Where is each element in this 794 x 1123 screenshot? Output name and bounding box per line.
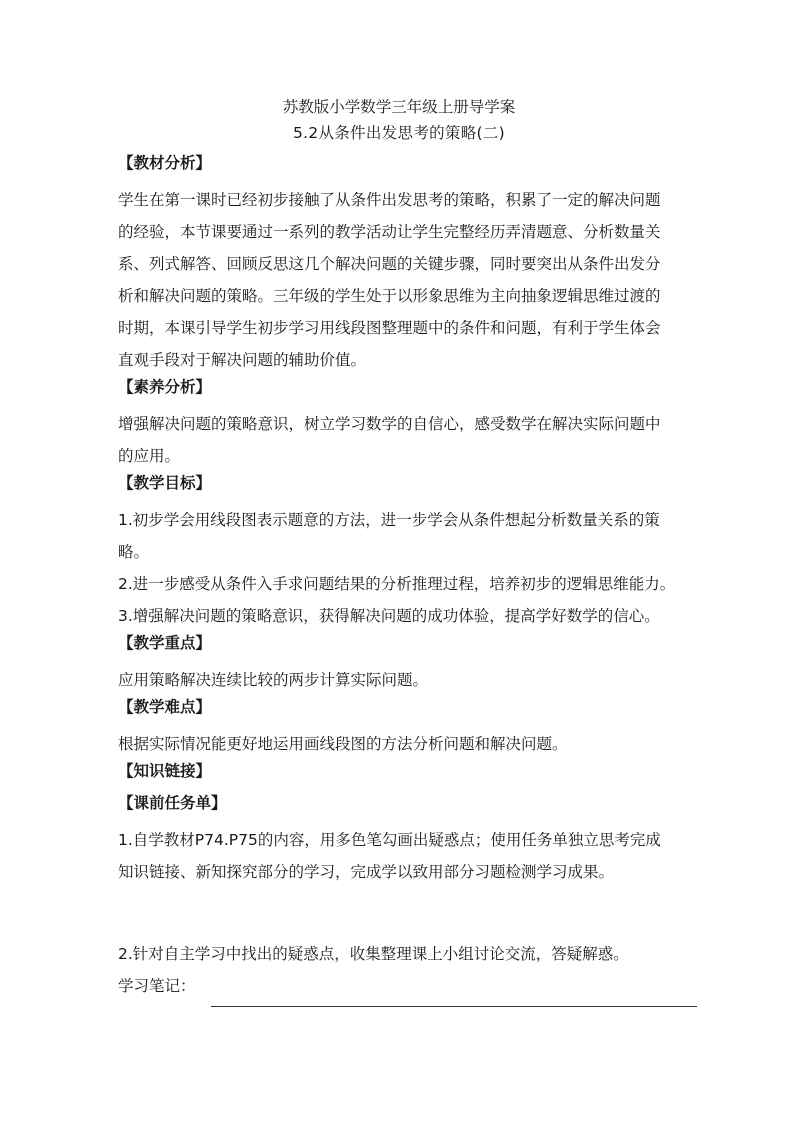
document-subtitle: 5.2从条件出发思考的策略(二) — [292, 124, 506, 142]
paragraph-line: 2.针对自主学习中找出的疑惑点，收集整理课上小组讨论交流，答疑解惑。 — [118, 945, 629, 963]
paragraph-line: 知识链接、新知探究部分的学习，完成学以致用部分习题检测学习成果。 — [118, 863, 615, 881]
blank-space — [118, 888, 680, 938]
paragraph-line: 1.自学教材P74.P75的内容，用多色笔勾画出疑惑点；使用任务单独立思考完成 — [118, 831, 661, 849]
paragraph-line: 学生在第一课时已经初步接触了从条件出发思考的策略，积累了一定的解决问题 — [118, 191, 661, 209]
section-heading-literacy-analysis: 【素养分析】 — [118, 378, 212, 396]
paragraph-line: 的应用。 — [118, 447, 181, 465]
paragraph-line: 直观手段对于解决问题的辅助价值。 — [118, 351, 367, 369]
paragraph-line: 根据实际情况能更好地运用画线段图的方法分析问题和解决问题。 — [118, 735, 568, 753]
paragraph-line: 3.增强解决问题的策略意识，获得解决问题的成功体验，提高学好数学的信心。 — [118, 607, 660, 625]
section-heading-textbook-analysis: 【教材分析】 — [118, 154, 212, 172]
paragraph-line: 应用策略解决连续比较的两步计算实际问题。 — [118, 671, 429, 689]
study-notes-writing-line[interactable] — [211, 1006, 697, 1007]
section-heading-pre-class-tasks: 【课前任务单】 — [118, 794, 227, 812]
paragraph-line: 的经验，本节课要通过一系列的教学活动让学生完整经历弄清题意、分析数量关 — [118, 223, 661, 241]
section-heading-teaching-focus: 【教学重点】 — [118, 634, 212, 652]
section-heading-teaching-goals: 【教学目标】 — [118, 474, 212, 492]
paragraph-line: 时期，本课引导学生初步学习用线段图整理题中的条件和问题，有利于学生体会 — [118, 319, 661, 337]
paragraph-line: 1.初步学会用线段图表示题意的方法，进一步学会从条件想起分析数量关系的策 — [118, 511, 660, 529]
paragraph-line: 系、列式解答、回顾反思这几个解决问题的关键步骤，同时要突出从条件出发分 — [118, 255, 661, 273]
study-notes-label: 学习笔记： — [118, 977, 196, 995]
document-title: 苏教版小学数学三年级上册导学案 — [282, 98, 516, 116]
section-heading-teaching-difficulty: 【教学难点】 — [118, 698, 212, 716]
paragraph-line: 增强解决问题的策略意识，树立学习数学的自信心，感受数学在解决实际问题中 — [118, 415, 661, 433]
paragraph-line: 略。 — [118, 543, 150, 561]
paragraph-line: 2.进一步感受从条件入手求问题结果的分析推理过程，培养初步的逻辑思维能力。 — [118, 575, 676, 593]
section-heading-knowledge-link: 【知识链接】 — [118, 762, 212, 780]
document-page — [118, 96, 680, 1002]
study-notes-row — [118, 970, 680, 1002]
paragraph-line: 析和解决问题的策略。三年级的学生处于以形象思维为主向抽象逻辑思维过渡的 — [118, 287, 661, 305]
